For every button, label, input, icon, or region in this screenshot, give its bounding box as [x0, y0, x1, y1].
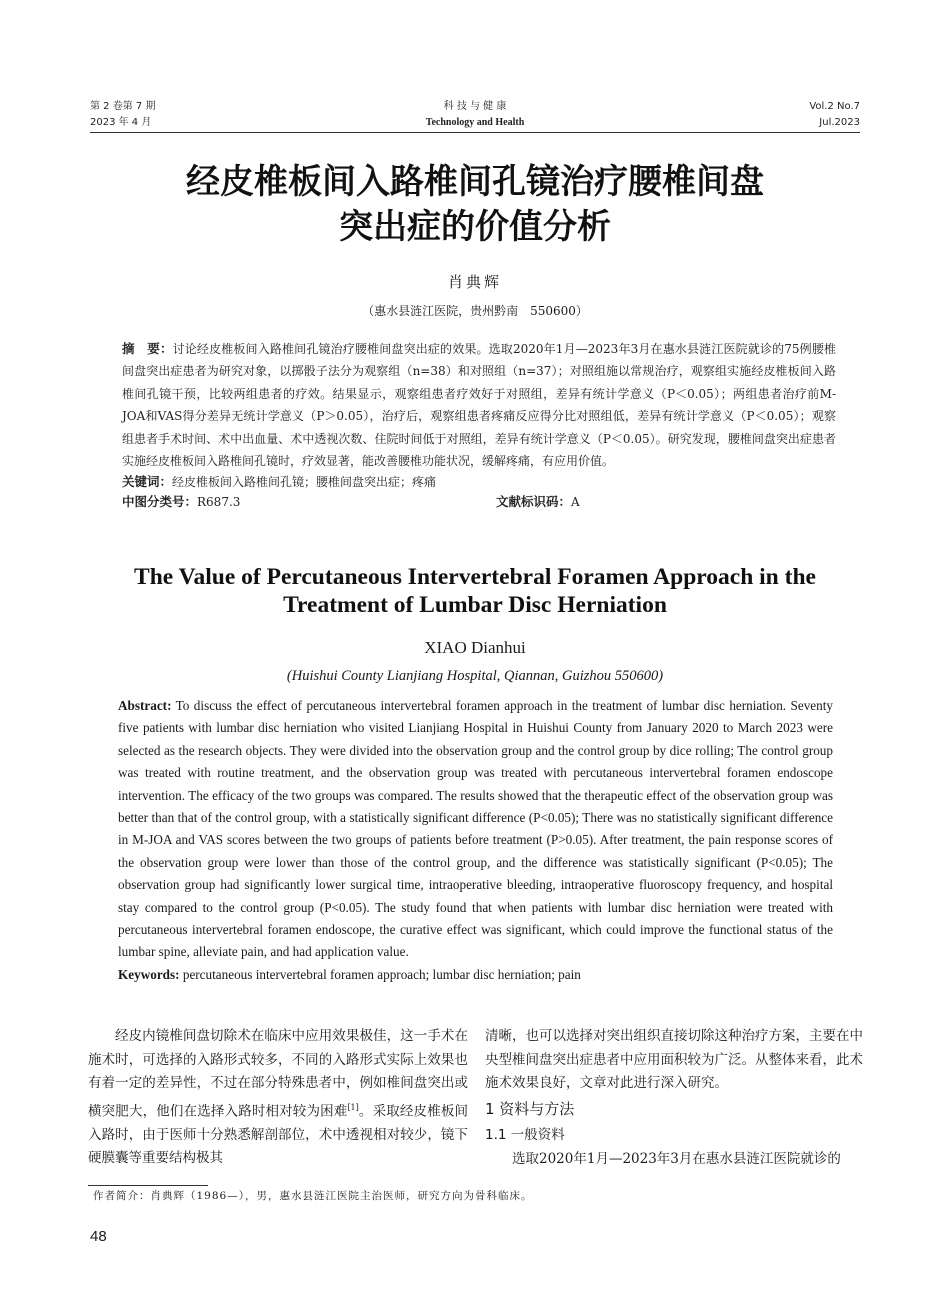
article-title-en: [60, 563, 890, 619]
body-paragraph-2: 选取2020年1月—2023年3月在惠水县涟江医院就诊的: [512, 1150, 841, 1167]
affiliation-en: (Huishui County Lianjiang Hospital, Qiannan, Guizhou 550600): [286, 668, 664, 684]
keywords-en-label: Keywords:: [118, 966, 180, 982]
section-heading: 1 资料与方法: [485, 1099, 575, 1118]
author-cn: 肖典辉: [447, 273, 502, 291]
abstract-en-paragraph: [118, 695, 833, 964]
keywords-cn: [122, 472, 836, 492]
journal-name-en: Technology and Health: [425, 117, 525, 128]
title-en-line1: The Value of Percutaneous Intervertebral Foramen Approach in the: [134, 564, 816, 590]
abstract-en: [118, 695, 833, 986]
body-paragraph-cont: 清晰，也可以选择对突出组织直接切除这种治疗方案，主要在中央型椎间盘突出症患者中应用面积较为广泛。从整体来看，此术施术效果良好，文章对此进行深入研究。: [485, 1028, 863, 1091]
subsection-heading: 1.1 一般资料: [485, 1126, 565, 1143]
body-text-cont: 。采取经皮椎板间入路时，由于医师十分熟悉解剖部位，术中透视相对较少，镜下硬膜囊等重要结构极其: [88, 1103, 469, 1166]
body-paragraph: [88, 1025, 468, 1171]
body-column-right: [485, 1025, 863, 1171]
doc-code-value: A: [571, 495, 580, 510]
clc-value: R687.3: [197, 495, 241, 510]
publication-date: 2023 年 4 月: [90, 117, 152, 128]
affiliation-cn: （惠水县涟江医院，贵州黔南 550600）: [362, 304, 588, 318]
abstract-cn-label: 摘 要：: [122, 341, 173, 356]
keywords-en: [118, 964, 833, 986]
author-en: XIAO Dianhui: [424, 638, 526, 657]
title-cn-line2: 突出症的价值分析: [339, 207, 611, 247]
keywords-cn-text: 经皮椎板间入路椎间孔镜；腰椎间盘突出症；疼痛: [172, 475, 437, 490]
doc-code: [496, 492, 580, 512]
title-cn-line1: 经皮椎板间入路椎间孔镜治疗腰椎间盘: [186, 162, 764, 202]
volume-issue-en-line1: Vol.2 No.7: [809, 101, 860, 112]
volume-issue-en: [809, 99, 860, 131]
classification-row: [122, 492, 836, 512]
doc-code-label: 文献标识码：: [496, 494, 572, 510]
body-text: 经皮内镜椎间盘切除术在临床中应用效果极佳，这一手术在施术时，可选择的入路形式较多，不同的入路形式实际上效果也有着一定的差异性，不过在部分特殊患者中，例如椎间盘突出或横突肥大，他们在选择入路时相对较为困难: [88, 1028, 468, 1119]
abstract-en-label: Abstract:: [118, 698, 172, 713]
article-title-cn: [60, 160, 890, 250]
abstract-cn-text: 讨论经皮椎板间入路椎间孔镜治疗腰椎间盘突出症的效果。选取2020年1月—2023年3月在惠水县涟江医院就诊的75例腰椎间盘突出症患者为研究对象，以掷骰子法分为观察组（n=38）和对照组（n=37）；对照组施以常规治疗，观察组实施经皮椎板间入路椎间孔镜干预，比较两组患者的疗效。结果显示，观察组患者疗效好于对照组，差异有统计学意义（P＜0.05）；两组患者治疗前M-JOA和VAS得分差异无统计学意义（P＞0.05），治疗后，观察组患者疼痛反应得分比对照组低，差异有统计学意义（P＜0.05）；观察组患者手术时间、术中出血量、术中透视次数、住院时间低于对照组，差异有统计学意义（P＜0.05）。研究发现，腰椎间盘突出症患者实施经皮椎板间入路椎间孔镜时，疗效显著，能改善腰椎功能状况，缓解疼痛，有应用价值。: [122, 342, 836, 469]
abstract-en-text: To discuss the effect of percutaneous intervertebral foramen approach in the treatment of lumbar disc herniation. Seventy five patients with lumbar disc herniation who visited Lianjiang Hospital in Huishui County from January 2020 to March 2023 were selected as the research objects. They were divided into the observation group and the control group by dice rolling; The control group was treated with routine treatment, and the observation group was treated with percutaneous intervertebral foramen endoscope intervention. The efficacy of the two groups was compared. The results showed that the therapeutic effect of the observation group was better than that of the control group, with a statistically significant difference (P<0.05); There was no statistically significant difference in M-JOA and VAS scores between the two groups of patients before treatment (P>0.05). After treatment, the pain response scores of the observation group were lower than those of the control group, and the difference was statistically significant (P<0.05); The observation group had significantly lower surgical time, intraoperative bleeding, intraoperative fluoroscopy frequency, and hospital stay compared to the control group (P<0.05). The study found that when patients with lumbar disc herniation were treated with percutaneous intervertebral foramen endoscope, the curative effect was significant, which could improve the functional status of the lumbar spine, alleviate pain, and had application value.: [118, 698, 833, 960]
keywords-cn-label: 关键词：: [122, 474, 173, 490]
journal-name: [0, 99, 950, 131]
footnote-divider: [88, 1185, 208, 1186]
abstract-cn: [122, 338, 836, 512]
page-number: 48: [90, 1228, 107, 1245]
author-footnote: 作者简介：肖典辉（1986—），男，惠水县涟江医院主治医师，研究方向为骨科临床。: [93, 1190, 533, 1202]
citation-ref[interactable]: [1]: [347, 1102, 359, 1112]
abstract-cn-paragraph: [122, 338, 836, 472]
title-en-line2: Treatment of Lumbar Disc Herniation: [283, 592, 667, 618]
volume-issue-line1: 第 2 卷第 7 期: [90, 101, 156, 112]
journal-name-cn: 科 技 与 健 康: [443, 101, 507, 112]
clc-label: 中图分类号：: [122, 494, 198, 510]
publication-date-en: Jul.2023: [819, 117, 860, 128]
keywords-en-text: percutaneous intervertebral foramen approach; lumbar disc herniation; pain: [179, 966, 581, 982]
body-column-left: [88, 1025, 468, 1171]
header-divider: [90, 132, 860, 133]
